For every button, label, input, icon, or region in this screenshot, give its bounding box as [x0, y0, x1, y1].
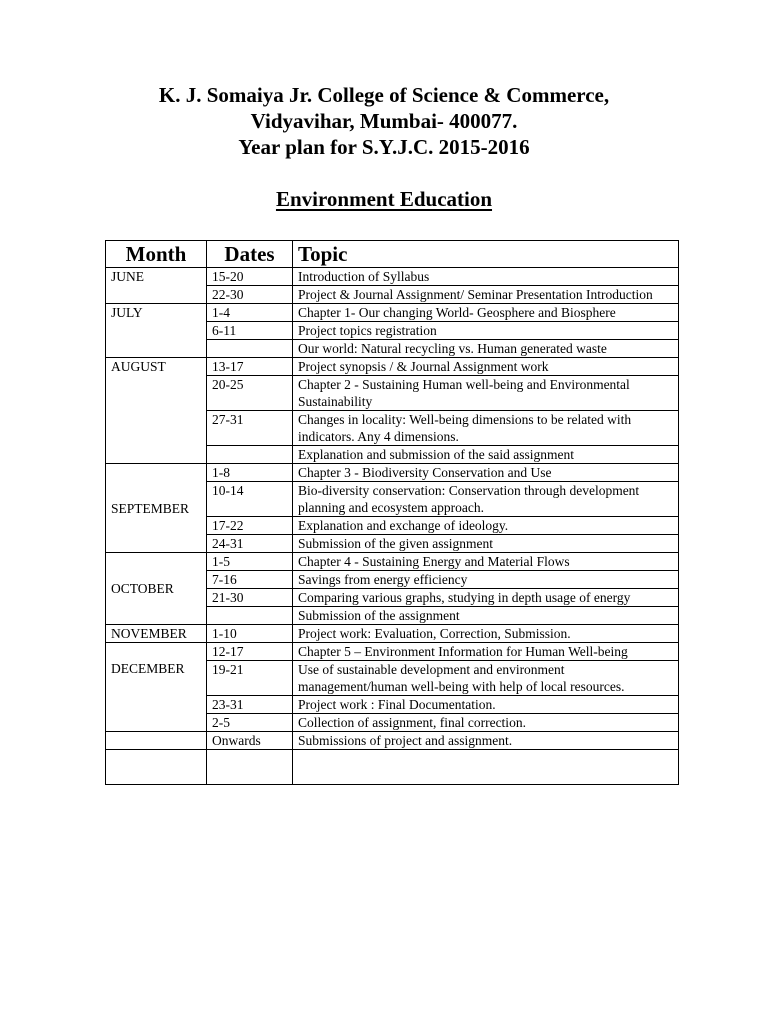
month-cell-august: AUGUST	[106, 358, 207, 464]
document-header	[0, 82, 768, 160]
topic-cell: Submission of the assignment	[293, 607, 679, 625]
topic-cell: Explanation and exchange of ideology.	[293, 517, 679, 535]
topic-cell: Project synopsis / & Journal Assignment work	[293, 358, 679, 376]
dates-cell	[207, 446, 293, 464]
blank-cell	[106, 750, 207, 785]
dates-cell: 1-8	[207, 464, 293, 482]
dates-cell: 17-22	[207, 517, 293, 535]
month-cell-june: JUNE	[106, 268, 207, 304]
column-header-month: Month	[106, 241, 207, 268]
month-cell-december: DECEMBER	[106, 643, 207, 732]
column-header-topic: Topic	[293, 241, 679, 268]
dates-cell: 7-16	[207, 571, 293, 589]
dates-cell: 19-21	[207, 661, 293, 696]
month-cell-october: OCTOBER	[106, 553, 207, 625]
dates-cell: 1-5	[207, 553, 293, 571]
table-row-blank	[106, 750, 679, 785]
month-cell-empty	[106, 732, 207, 750]
topic-cell: Comparing various graphs, studying in depth usage of energy	[293, 589, 679, 607]
dates-cell	[207, 607, 293, 625]
table-row	[106, 732, 679, 750]
table-row	[106, 304, 679, 322]
dates-cell: 13-17	[207, 358, 293, 376]
topic-cell: Chapter 2 - Sustaining Human well-being and Environmental Sustainability	[293, 376, 679, 411]
topic-cell: Savings from energy efficiency	[293, 571, 679, 589]
dates-cell: 10-14	[207, 482, 293, 517]
table-row	[106, 643, 679, 661]
topic-cell: Collection of assignment, final correction.	[293, 714, 679, 732]
topic-cell: Use of sustainable development and environment management/human well-being with help of local resources.	[293, 661, 679, 696]
dates-cell: 6-11	[207, 322, 293, 340]
year-plan-table	[105, 240, 679, 785]
dates-cell: Onwards	[207, 732, 293, 750]
topic-cell: Changes in locality: Well-being dimensions to be related with indicators. Any 4 dimensions.	[293, 411, 679, 446]
topic-cell: Project work : Final Documentation.	[293, 696, 679, 714]
topic-cell: Explanation and submission of the said assignment	[293, 446, 679, 464]
subject-title-text: Environment Education	[275, 187, 493, 211]
college-name: K. J. Somaiya Jr. College of Science & Commerce,	[158, 83, 610, 107]
topic-cell: Submission of the given assignment	[293, 535, 679, 553]
dates-cell: 20-25	[207, 376, 293, 411]
dates-cell: 27-31	[207, 411, 293, 446]
table-row	[106, 358, 679, 376]
topic-cell: Project work: Evaluation, Correction, Submission.	[293, 625, 679, 643]
table-row	[106, 464, 679, 482]
topic-cell: Submissions of project and assignment.	[293, 732, 679, 750]
month-cell-july: JULY	[106, 304, 207, 358]
blank-cell	[293, 750, 679, 785]
college-address: Vidyavihar, Mumbai- 400077.	[250, 109, 518, 133]
month-cell-september: SEPTEMBER	[106, 464, 207, 553]
dates-cell: 1-10	[207, 625, 293, 643]
table-header-row	[106, 241, 679, 268]
dates-cell: 23-31	[207, 696, 293, 714]
topic-cell: Introduction of Syllabus	[293, 268, 679, 286]
topic-cell: Project topics registration	[293, 322, 679, 340]
dates-cell: 15-20	[207, 268, 293, 286]
dates-cell: 12-17	[207, 643, 293, 661]
column-header-dates: Dates	[207, 241, 293, 268]
dates-cell: 2-5	[207, 714, 293, 732]
dates-cell: 21-30	[207, 589, 293, 607]
topic-cell: Project & Journal Assignment/ Seminar Presentation Introduction	[293, 286, 679, 304]
topic-cell: Chapter 1- Our changing World- Geosphere and Biosphere	[293, 304, 679, 322]
blank-cell	[207, 750, 293, 785]
subject-title	[0, 186, 768, 212]
dates-cell: 24-31	[207, 535, 293, 553]
table-row	[106, 268, 679, 286]
dates-cell: 1-4	[207, 304, 293, 322]
topic-cell: Our world: Natural recycling vs. Human generated waste	[293, 340, 679, 358]
table-row	[106, 625, 679, 643]
topic-cell: Chapter 3 - Biodiversity Conservation and Use	[293, 464, 679, 482]
dates-cell: 22-30	[207, 286, 293, 304]
topic-cell: Bio-diversity conservation: Conservation through development planning and ecosystem approach.	[293, 482, 679, 517]
table-row	[106, 553, 679, 571]
plan-title: Year plan for S.Y.J.C. 2015-2016	[238, 135, 530, 159]
month-cell-november: NOVEMBER	[106, 625, 207, 643]
topic-cell: Chapter 5 – Environment Information for Human Well-being	[293, 643, 679, 661]
topic-cell: Chapter 4 - Sustaining Energy and Material Flows	[293, 553, 679, 571]
dates-cell	[207, 340, 293, 358]
